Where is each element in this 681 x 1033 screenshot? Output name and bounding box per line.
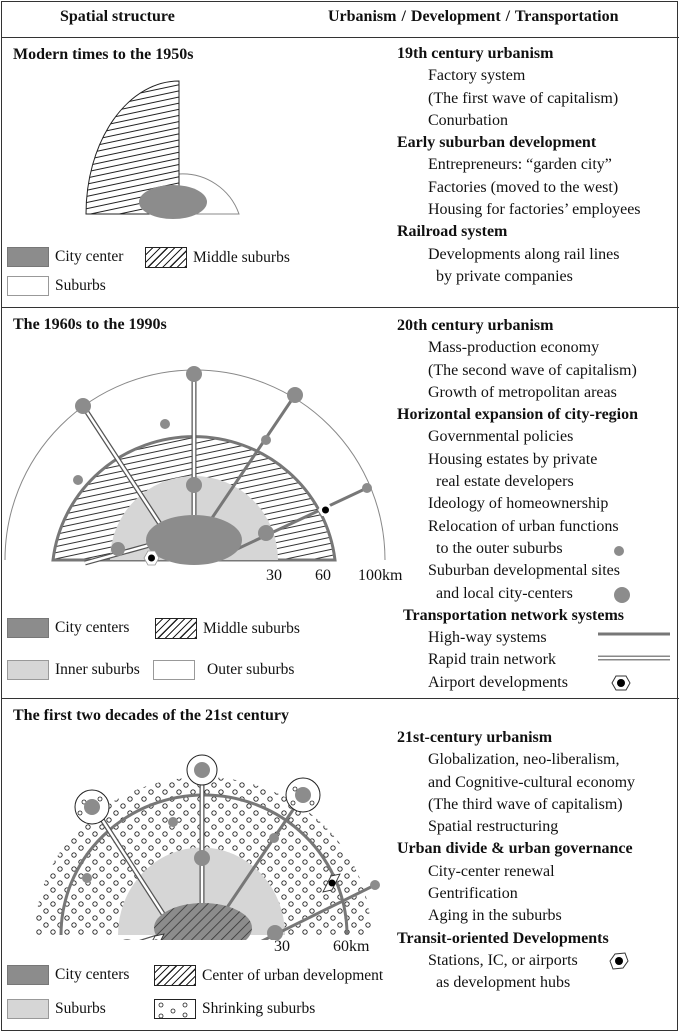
section-title-1960s: The 1960s to the 1990s (13, 316, 167, 333)
dark-swatch-icon (7, 247, 49, 267)
small-dot-icon (612, 544, 626, 558)
section-title-modern: Modern times to the 1950s (13, 46, 194, 63)
airport-hexagon-icon (610, 673, 632, 693)
large-dot-icon (612, 585, 632, 605)
diagram-modern (0, 40, 380, 250)
highway-line-icon (598, 630, 672, 638)
legend-middle-suburbs: Middle suburbs (155, 618, 300, 639)
scale-label-30: 30 (274, 938, 290, 955)
legend-city-centers: City centers (7, 965, 129, 985)
legend-suburbs: Suburbs (7, 276, 106, 296)
hatch-swatch-icon (145, 247, 187, 268)
scale-label-60km: 60km (333, 938, 370, 955)
dark-swatch-icon (7, 618, 49, 638)
hatch-swatch-icon (155, 618, 197, 639)
legend-city-centers: City centers (7, 618, 129, 638)
hatch-swatch-icon (154, 965, 196, 986)
header-divider (1, 37, 679, 38)
legend-city-center: City center (7, 247, 123, 267)
dots-swatch-icon (154, 999, 196, 1019)
hub-hexagon-icon (608, 951, 630, 971)
text-block-modern: 19th century urbanism Factory system (The first wave of capitalism) Conurbation Early suburban development Entrepreneurs: “garden city” Factories (moved to the west) Housing for factories’ employees Railroad system Developments along rail lines by private companies (397, 45, 641, 285)
white-swatch-icon (153, 660, 195, 680)
row-divider-2 (1, 698, 679, 699)
light-swatch-icon (7, 660, 49, 680)
section-title-21st: The first two decades of the 21st century (13, 707, 289, 724)
column-header-urbanism: Urbanism / Development / Transportation (328, 8, 619, 25)
white-swatch-icon (7, 276, 49, 296)
legend-outer-suburbs: Outer suburbs (153, 660, 294, 680)
rail-line-icon (598, 653, 672, 663)
city-center-area (146, 515, 242, 565)
diagram-21st (0, 725, 390, 940)
text-block-1960s: 20th century urbanism Mass-production economy (The second wave of capitalism) Growth of metropolitan areas Horizontal expansion of city-region Governmental policies Housing estates by private real estate developers Ideology of homeownership Relocation of urban functions to the outer suburbs Suburban developmental sites and local city-centers Transportation network systems High-way systems Rapid train network Airport developments (397, 317, 639, 691)
light-swatch-icon (7, 999, 49, 1019)
row-divider-1 (1, 307, 679, 308)
scale-label-30: 30 (266, 567, 282, 584)
legend-shrinking-suburbs: Shrinking suburbs (154, 999, 315, 1019)
legend-inner-suburbs: Inner suburbs (7, 660, 140, 680)
legend-center-of-urban-development: Center of urban development (154, 965, 383, 986)
diagram-1960s (0, 310, 390, 570)
legend-middle-suburbs: Middle suburbs (145, 247, 290, 268)
legend-suburbs: Suburbs (7, 999, 106, 1019)
dark-swatch-icon (7, 965, 49, 985)
column-header-spatial-structure: Spatial structure (60, 8, 175, 25)
text-block-21st: 21st-century urbanism Globalization, neo-liberalism, and Cognitive-cultural economy (The third wave of capitalism) Spatial restructuring Urban divide & urban governance City-center renewal Gentrification Aging in the suburbs Transit-oriented Developments Stations, IC, or airports as development hubs (397, 729, 636, 992)
scale-label-100km: 100km (358, 567, 403, 584)
scale-label-60: 60 (315, 567, 331, 584)
city-center-area (139, 185, 207, 219)
